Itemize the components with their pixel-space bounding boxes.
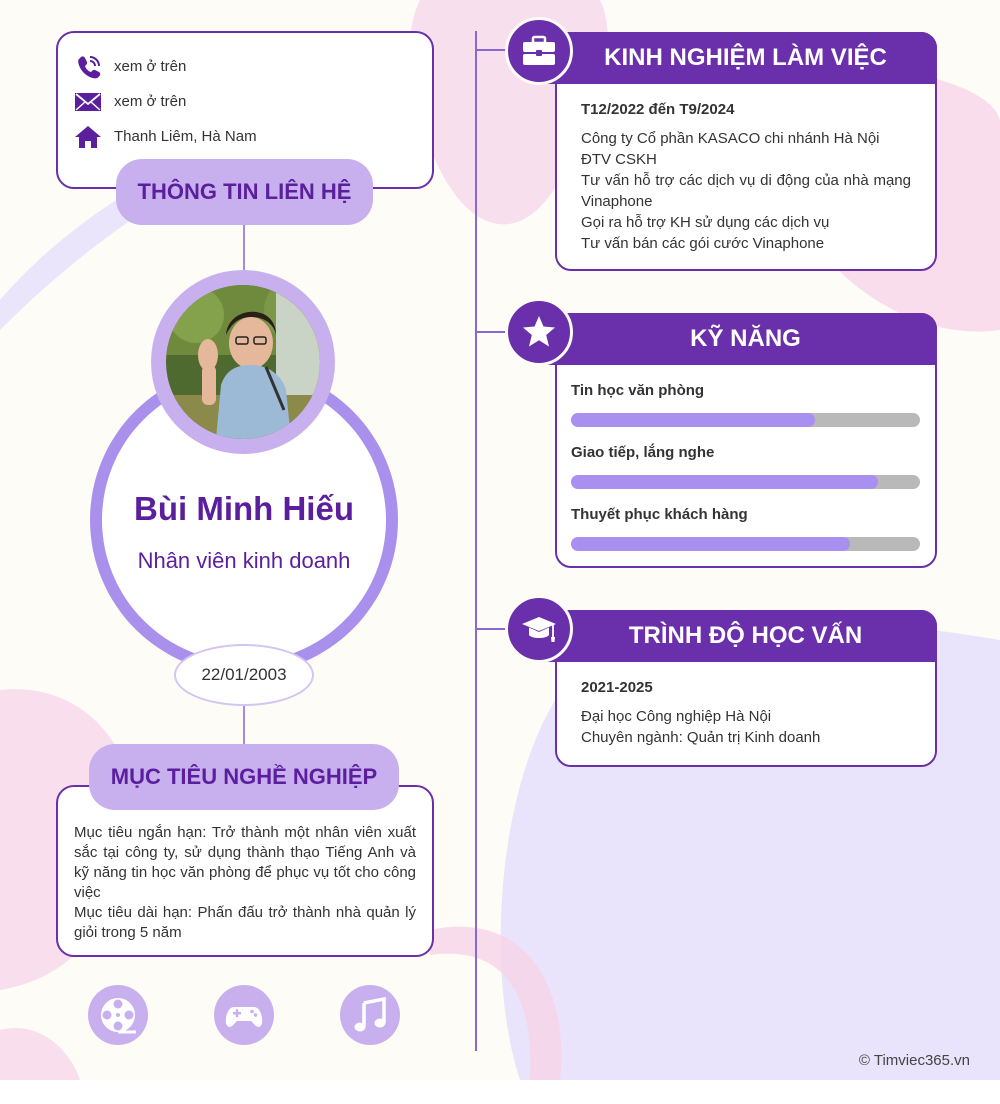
education-badge	[505, 595, 573, 663]
experience-badge	[505, 17, 573, 85]
music-note-icon	[350, 995, 390, 1035]
education-body	[581, 679, 911, 748]
date-of-birth: 22/01/2003	[174, 644, 314, 706]
experience-duty: Tư vấn bán các gói cước Vinaphone	[581, 235, 825, 252]
hobby-music	[340, 985, 400, 1045]
skill-label: Giao tiếp, lắng nghe	[571, 444, 715, 461]
experience-duty: Tư vấn hỗ trợ các dịch vụ di động của nhà mạng Vinaphone	[581, 172, 911, 210]
hobby-gaming	[214, 985, 274, 1045]
career-goal-heading: MỤC TIÊU NGHỀ NGHIỆP	[89, 744, 399, 810]
avatar-photo	[166, 285, 320, 439]
contact-address: Thanh Liêm, Hà Nam	[114, 128, 257, 145]
experience-company: Công ty Cổ phần KASACO chi nhánh Hà Nội	[581, 130, 880, 147]
contact-email: xem ở trên	[114, 93, 187, 110]
connector-line-top	[243, 225, 245, 275]
education-heading: TRÌNH ĐỘ HỌC VẤN	[540, 610, 937, 662]
experience-position: ĐTV CSKH	[581, 151, 657, 168]
contact-heading: THÔNG TIN LIÊN HỆ	[116, 159, 373, 225]
candidate-job-title: Nhân viên kinh doanh	[137, 548, 351, 573]
contact-phone: xem ở trên	[114, 58, 187, 75]
star-icon	[520, 313, 558, 351]
skills-heading: KỸ NĂNG	[540, 313, 937, 365]
skill-bar-fill	[571, 413, 815, 427]
skill-item	[571, 444, 920, 489]
career-goal-box	[56, 785, 434, 957]
experience-duty: Gọi ra hỗ trợ KH sử dụng các dịch vụ	[581, 214, 830, 231]
avatar	[166, 285, 320, 439]
skill-bar	[571, 475, 920, 489]
gamepad-icon	[224, 995, 264, 1035]
contact-email-row	[74, 84, 432, 119]
candidate-name: Bùi Minh Hiếu	[134, 490, 354, 527]
briefcase-icon	[520, 32, 558, 70]
contact-phone-row	[74, 49, 432, 84]
skill-item	[571, 506, 920, 551]
envelope-icon	[74, 88, 102, 116]
education-school: Đại học Công nghiệp Hà Nội	[581, 708, 772, 725]
skill-bar-fill	[571, 537, 850, 551]
copyright-footer: © Timviec365.vn	[858, 1052, 970, 1069]
film-reel-icon	[98, 995, 138, 1035]
timeline-spine	[475, 31, 477, 1051]
phone-icon	[74, 53, 102, 81]
goal-short-term: Mục tiêu ngắn hạn: Trở thành một nhân viên xuất sắc tại công ty, sử dụng thành thạo Tiếng Anh và kỹ năng tin học văn phòng để phục vụ tốt cho công việc	[74, 824, 416, 901]
goal-long-term: Mục tiêu dài hạn: Phấn đấu trở thành nhà quản lý giỏi trong 5 năm	[74, 904, 416, 941]
skill-item	[571, 382, 920, 427]
education-major: Chuyên ngành: Quản trị Kinh doanh	[581, 729, 821, 746]
skill-bar-fill	[571, 475, 878, 489]
experience-body	[581, 101, 911, 254]
skill-bar	[571, 537, 920, 551]
education-years: 2021-2025	[581, 679, 653, 696]
hobby-film	[88, 985, 148, 1045]
skill-label: Thuyết phục khách hàng	[571, 506, 748, 523]
skill-bar	[571, 413, 920, 427]
connector-line-bottom	[243, 706, 245, 746]
experience-heading: KINH NGHIỆM LÀM VIỆC	[540, 32, 937, 84]
graduation-cap-icon	[520, 610, 558, 648]
experience-date: T12/2022 đến T9/2024	[581, 101, 735, 118]
skill-label: Tin học văn phòng	[571, 382, 705, 399]
home-icon	[74, 123, 102, 151]
contact-address-row	[74, 119, 432, 154]
skills-badge	[505, 298, 573, 366]
